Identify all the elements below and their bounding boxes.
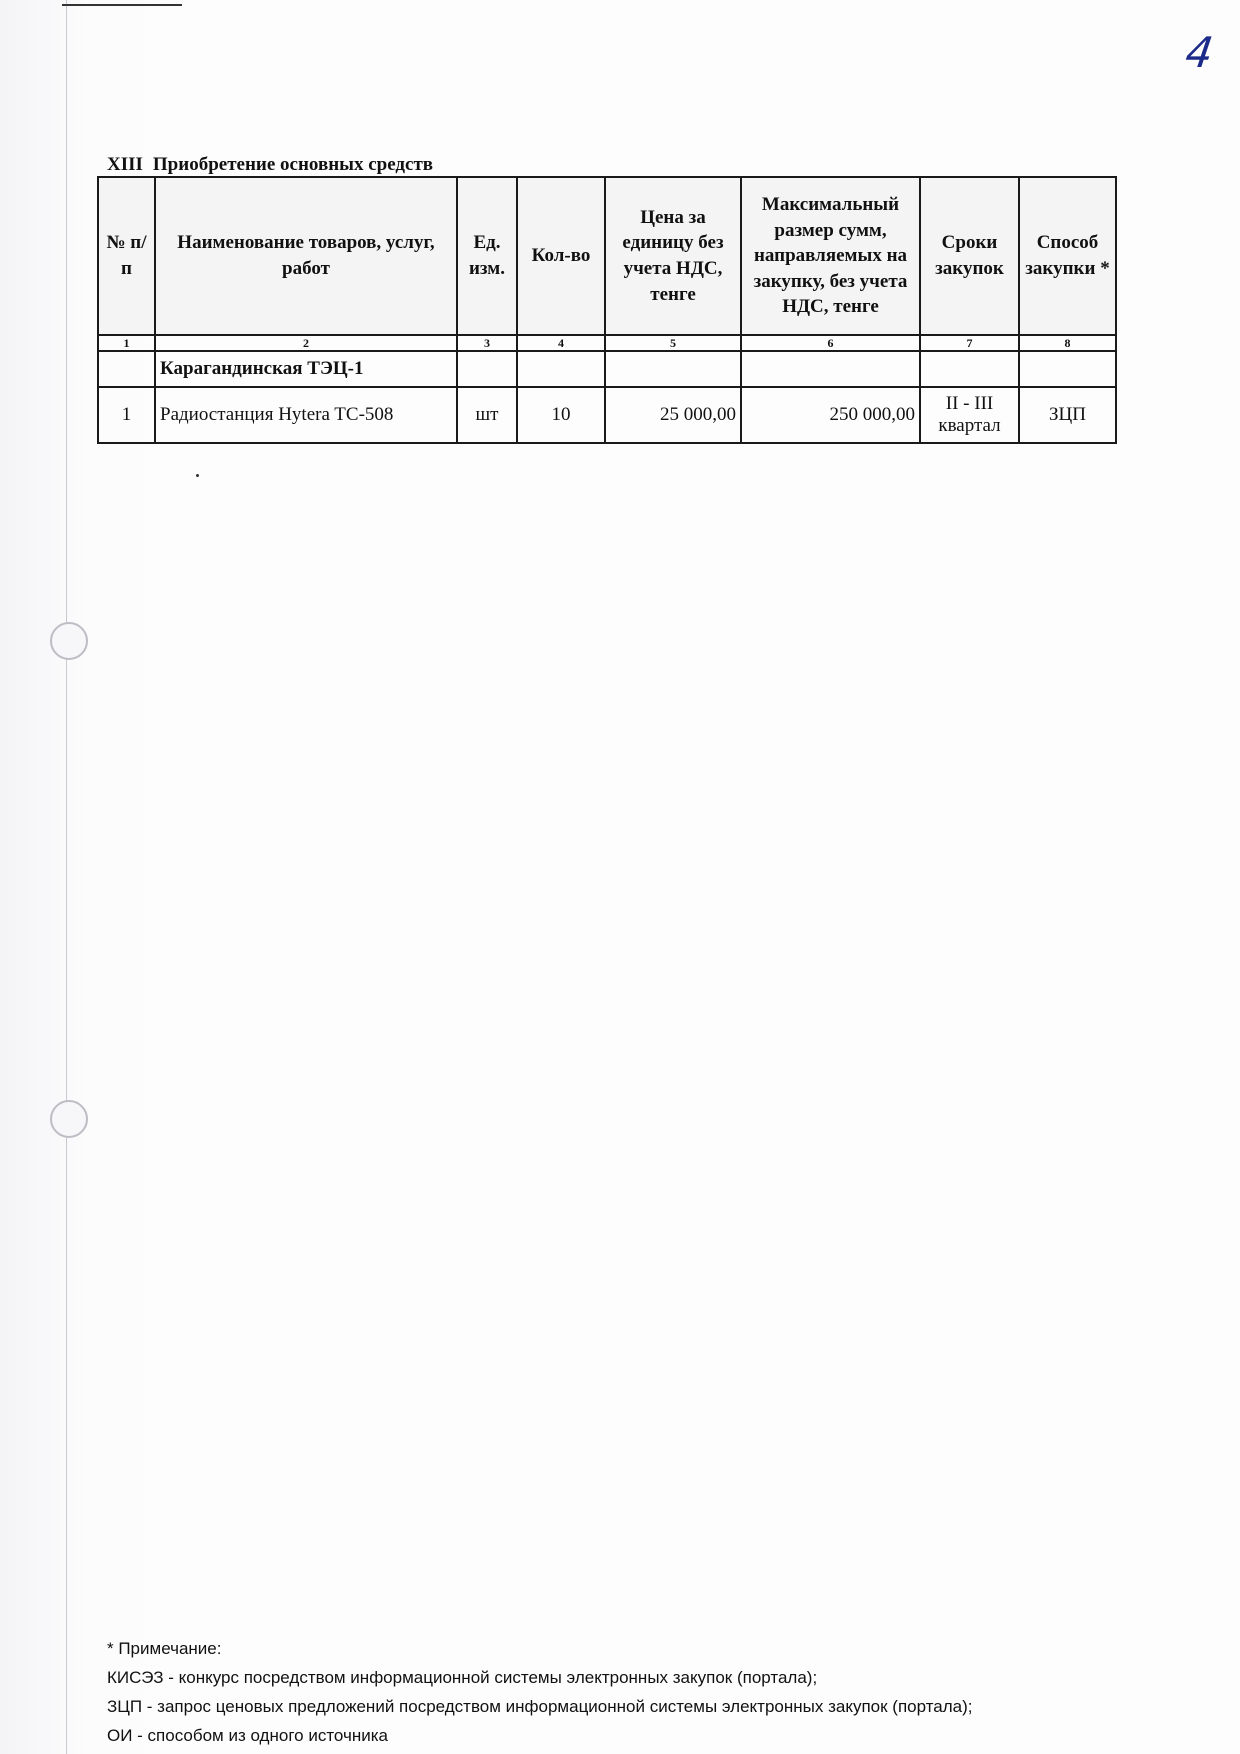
item-max-amount: 250 000,00	[741, 387, 920, 443]
column-number: 1	[98, 335, 155, 351]
row-number: 1	[98, 387, 155, 443]
table-row	[98, 387, 1116, 443]
procurement-table	[97, 176, 1117, 444]
header-cell: Цена за единицу без учета НДС, тенге	[605, 177, 741, 335]
page-edge-line	[66, 0, 67, 1754]
item-quantity: 10	[517, 387, 605, 443]
group-cell-empty	[920, 351, 1019, 387]
column-number: 6	[741, 335, 920, 351]
header-cell: Максимальный размер сумм, направляемых на закупку, без учета НДС, тенге	[741, 177, 920, 335]
header-cell: Наименование товаров, услуг, работ	[155, 177, 457, 335]
item-period: II - III квартал	[920, 387, 1019, 443]
header-cell: № п/п	[98, 177, 155, 335]
header-cell: Сроки закупок	[920, 177, 1019, 335]
footnote-line: ЗЦП - запрос ценовых предложений посредством информационной системы электронных закупок (портала);	[107, 1697, 973, 1716]
scan-mark	[62, 4, 182, 6]
item-name: Радиостанция Hytera TC-508	[155, 387, 457, 443]
punch-hole	[50, 622, 88, 660]
punch-hole	[50, 1100, 88, 1138]
header-cell: Ед. изм.	[457, 177, 517, 335]
group-cell-empty	[98, 351, 155, 387]
group-cell-empty	[457, 351, 517, 387]
item-unit: шт	[457, 387, 517, 443]
group-cell-empty	[605, 351, 741, 387]
column-number: 3	[457, 335, 517, 351]
group-row	[98, 351, 1116, 387]
table-header-row	[98, 177, 1116, 335]
section-number: XIII	[107, 154, 143, 175]
header-cell: Кол-во	[517, 177, 605, 335]
footnote-title: * Примечание:	[107, 1639, 222, 1658]
group-name: Карагандинская ТЭЦ-1	[155, 351, 457, 387]
scan-speck	[196, 474, 199, 477]
column-number: 4	[517, 335, 605, 351]
footnote	[107, 1634, 973, 1750]
header-cell: Способ закупки *	[1019, 177, 1116, 335]
column-number: 2	[155, 335, 457, 351]
section-title-text: Приобретение основных средств	[152, 154, 434, 175]
group-cell-empty	[1019, 351, 1116, 387]
item-unit-price: 25 000,00	[605, 387, 741, 443]
column-number: 7	[920, 335, 1019, 351]
footnote-line: ОИ - способом из одного источника	[107, 1726, 388, 1745]
section-title	[107, 154, 433, 176]
group-cell-empty	[741, 351, 920, 387]
column-number: 8	[1019, 335, 1116, 351]
footnote-line: КИСЭЗ - конкурс посредством информационной системы электронных закупок (портала);	[107, 1668, 818, 1687]
item-method: ЗЦП	[1019, 387, 1116, 443]
handwritten-page-number: 4	[1182, 28, 1217, 77]
group-cell-empty	[517, 351, 605, 387]
column-number: 5	[605, 335, 741, 351]
column-number-row	[98, 335, 1116, 351]
